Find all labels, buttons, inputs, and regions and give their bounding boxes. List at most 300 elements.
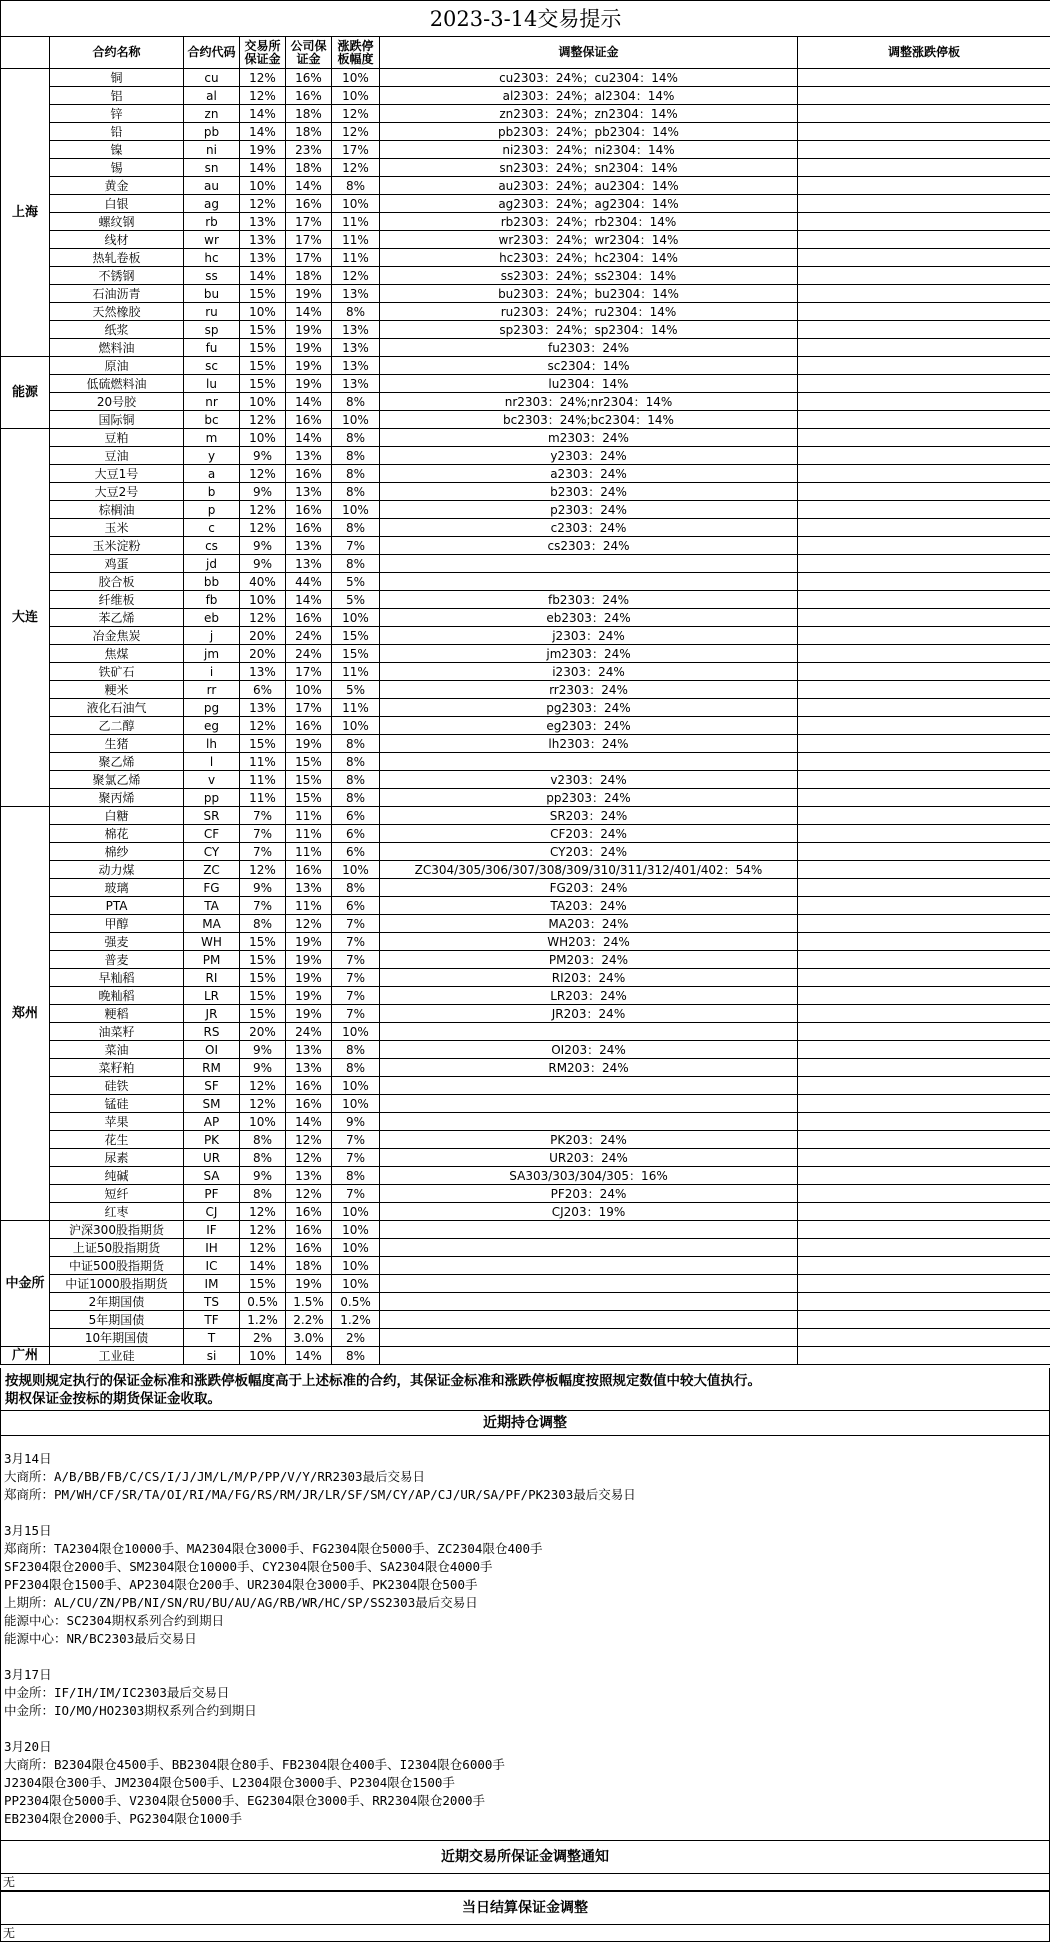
contract-name: 沪深300股指期货 (50, 1221, 184, 1239)
exchange-margin: 15% (240, 339, 286, 357)
contract-code: TF (184, 1311, 240, 1329)
exchange-margin: 14% (240, 159, 286, 177)
limit-range: 6% (332, 825, 380, 843)
limit-range: 12% (332, 159, 380, 177)
position-line: PF2304限仓1500手、AP2304限仓200手、UR2304限仓3000手、PK2304限仓500手 (4, 1577, 478, 1592)
exchange-margin: 7% (240, 843, 286, 861)
contract-name: 锰硅 (50, 1095, 184, 1113)
company-margin: 19% (286, 933, 332, 951)
header-exch-margin: 交易所保证金 (240, 37, 286, 69)
contract-name: 红枣 (50, 1203, 184, 1221)
exchange-margin: 15% (240, 735, 286, 753)
adjusted-margin: pp2303：24% (380, 789, 798, 807)
exchange-margin: 9% (240, 447, 286, 465)
company-margin: 19% (286, 321, 332, 339)
company-margin: 16% (286, 1077, 332, 1095)
company-margin: 14% (286, 591, 332, 609)
adjusted-margin: rr2303：24% (380, 681, 798, 699)
exchange-margin: 7% (240, 897, 286, 915)
contract-name: 花生 (50, 1131, 184, 1149)
limit-range: 12% (332, 105, 380, 123)
exchange-margin: 12% (240, 861, 286, 879)
limit-range: 13% (332, 285, 380, 303)
company-margin: 11% (286, 897, 332, 915)
contract-code: IM (184, 1275, 240, 1293)
adjusted-limit (798, 1023, 1050, 1041)
table-row (1, 969, 1050, 987)
contract-code: jd (184, 555, 240, 573)
adjusted-limit (798, 159, 1050, 177)
limit-range: 6% (332, 897, 380, 915)
exchange-margin: 12% (240, 87, 286, 105)
table-row (1, 285, 1050, 303)
adjusted-limit (798, 429, 1050, 447)
position-section-title: 近期持仓调整 (0, 1410, 1050, 1436)
exchange-margin: 12% (240, 195, 286, 213)
adjusted-limit (798, 987, 1050, 1005)
exchange-margin: 11% (240, 753, 286, 771)
limit-range: 10% (332, 411, 380, 429)
limit-range: 10% (332, 87, 380, 105)
limit-range: 6% (332, 807, 380, 825)
adjusted-margin: lh2303：24% (380, 735, 798, 753)
position-line: PP2304限仓5000手、V2304限仓5000手、EG2304限仓3000手、RR2304限仓2000手 (4, 1793, 486, 1808)
adjusted-margin: eb2303：24% (380, 609, 798, 627)
adjusted-limit (798, 285, 1050, 303)
rule-note (0, 1368, 1050, 1410)
contract-code: ag (184, 195, 240, 213)
exchange-margin: 15% (240, 285, 286, 303)
adjusted-margin (380, 753, 798, 771)
adjusted-margin: RM203：24% (380, 1059, 798, 1077)
company-margin: 14% (286, 393, 332, 411)
adjusted-limit (798, 861, 1050, 879)
adjusted-limit (798, 825, 1050, 843)
table-row (1, 1113, 1050, 1131)
limit-range: 11% (332, 231, 380, 249)
company-margin: 19% (286, 951, 332, 969)
adjusted-margin: fu2303：24% (380, 339, 798, 357)
exchange-margin: 13% (240, 699, 286, 717)
limit-range: 2% (332, 1329, 380, 1347)
exchange-margin: 6% (240, 681, 286, 699)
exchange-margin: 20% (240, 645, 286, 663)
adjusted-margin (380, 1275, 798, 1293)
contract-code: ZC (184, 861, 240, 879)
company-margin: 16% (286, 1095, 332, 1113)
adjusted-limit (798, 483, 1050, 501)
adjusted-limit (798, 663, 1050, 681)
settlement-title: 当日结算保证金调整 (0, 1891, 1050, 1925)
contract-name: 苯乙烯 (50, 609, 184, 627)
exchange-margin: 11% (240, 771, 286, 789)
adjusted-limit (798, 1239, 1050, 1257)
exchange-margin: 7% (240, 825, 286, 843)
company-margin: 13% (286, 1167, 332, 1185)
company-margin: 16% (286, 465, 332, 483)
company-margin: 16% (286, 861, 332, 879)
limit-range: 8% (332, 555, 380, 573)
contract-name: 燃料油 (50, 339, 184, 357)
adjusted-margin (380, 1347, 798, 1365)
contract-name: 乙二醇 (50, 717, 184, 735)
company-margin: 13% (286, 1041, 332, 1059)
exchange-margin: 9% (240, 1059, 286, 1077)
adjusted-margin: cs2303：24% (380, 537, 798, 555)
table-row (1, 807, 1050, 825)
position-line (4, 1504, 1046, 1522)
table-row (1, 951, 1050, 969)
limit-range: 7% (332, 969, 380, 987)
table-row (1, 303, 1050, 321)
exchange-label: 广州 (1, 1347, 50, 1365)
adjusted-limit (798, 1203, 1050, 1221)
adjusted-margin: CJ203：19% (380, 1203, 798, 1221)
page-title: 2023-3-14交易提示 (1, 1, 1050, 37)
limit-range: 15% (332, 645, 380, 663)
header-code: 合约代码 (184, 37, 240, 69)
table-row (1, 771, 1050, 789)
adjusted-margin: ss2303：24%；ss2304：14% (380, 267, 798, 285)
adjusted-margin (380, 1113, 798, 1131)
rule-note-line1: 按规则规定执行的保证金标准和涨跌停板幅度高于上述标准的合约，其保证金标准和涨跌停板幅度按照规定数值中较大值执行。 (5, 1373, 761, 1389)
limit-range: 8% (332, 303, 380, 321)
company-margin: 18% (286, 1257, 332, 1275)
company-margin: 13% (286, 879, 332, 897)
exchange-margin: 12% (240, 69, 286, 87)
adjusted-limit (798, 879, 1050, 897)
contract-name: 油菜籽 (50, 1023, 184, 1041)
adjusted-limit (798, 717, 1050, 735)
limit-range: 10% (332, 1203, 380, 1221)
position-line (4, 1648, 1046, 1666)
contract-code: IC (184, 1257, 240, 1275)
contract-name: 不锈钢 (50, 267, 184, 285)
adjusted-margin: wr2303：24%；wr2304：14% (380, 231, 798, 249)
adjusted-margin (380, 1077, 798, 1095)
contract-name: 锌 (50, 105, 184, 123)
position-line: 3月17日 (4, 1667, 52, 1682)
contract-name: 粳米 (50, 681, 184, 699)
exchange-margin: 9% (240, 1167, 286, 1185)
table-row (1, 123, 1050, 141)
company-margin: 19% (286, 375, 332, 393)
exchange-margin: 12% (240, 1239, 286, 1257)
adjusted-limit (798, 1041, 1050, 1059)
exchange-margin: 15% (240, 951, 286, 969)
adjusted-margin: MA203：24% (380, 915, 798, 933)
position-line: 能源中心：SC2304期权系列合约到期日 (4, 1613, 225, 1628)
adjusted-limit (798, 321, 1050, 339)
exchange-margin: 0.5% (240, 1293, 286, 1311)
contract-name: 生猪 (50, 735, 184, 753)
table-row (1, 1023, 1050, 1041)
company-margin: 18% (286, 159, 332, 177)
adjusted-limit (798, 1221, 1050, 1239)
exchange-margin: 15% (240, 321, 286, 339)
table-row (1, 1077, 1050, 1095)
table-row (1, 1059, 1050, 1077)
adjusted-limit (798, 393, 1050, 411)
contract-code: OI (184, 1041, 240, 1059)
company-margin: 44% (286, 573, 332, 591)
company-margin: 2.2% (286, 1311, 332, 1329)
limit-range: 12% (332, 267, 380, 285)
table-row (1, 1203, 1050, 1221)
table-row (1, 1005, 1050, 1023)
contract-name: PTA (50, 897, 184, 915)
adjusted-margin: sp2303：24%；sp2304：14% (380, 321, 798, 339)
contract-name: 棕榈油 (50, 501, 184, 519)
adjusted-limit (798, 969, 1050, 987)
adjusted-limit (798, 555, 1050, 573)
adjusted-margin: cu2303：24%；cu2304：14% (380, 69, 798, 87)
adjusted-limit (798, 249, 1050, 267)
exchange-margin: 13% (240, 249, 286, 267)
adjusted-limit (798, 609, 1050, 627)
limit-range: 7% (332, 537, 380, 555)
limit-range: 10% (332, 1257, 380, 1275)
limit-range: 8% (332, 465, 380, 483)
adjusted-limit (798, 753, 1050, 771)
table-row (1, 1185, 1050, 1203)
table-row (1, 195, 1050, 213)
exchange-margin: 9% (240, 879, 286, 897)
exchange-margin: 8% (240, 1131, 286, 1149)
adjusted-limit (798, 105, 1050, 123)
adjusted-limit (798, 1311, 1050, 1329)
exchange-margin: 10% (240, 1113, 286, 1131)
adjusted-limit (798, 519, 1050, 537)
adjusted-margin: RI203：24% (380, 969, 798, 987)
company-margin: 19% (286, 969, 332, 987)
table-row (1, 231, 1050, 249)
exchange-margin: 15% (240, 987, 286, 1005)
company-margin: 24% (286, 627, 332, 645)
table-row (1, 1167, 1050, 1185)
table-row (1, 915, 1050, 933)
adjusted-margin: OI203：24% (380, 1041, 798, 1059)
limit-range: 10% (332, 609, 380, 627)
exchange-margin: 15% (240, 375, 286, 393)
adjusted-margin: bu2303：24%；bu2304：14% (380, 285, 798, 303)
contract-name: 纤维板 (50, 591, 184, 609)
company-margin: 12% (286, 915, 332, 933)
adjusted-limit (798, 537, 1050, 555)
company-margin: 16% (286, 1203, 332, 1221)
company-margin: 16% (286, 411, 332, 429)
limit-range: 10% (332, 195, 380, 213)
adjusted-limit (798, 1005, 1050, 1023)
limit-range: 8% (332, 1347, 380, 1365)
table-row (1, 375, 1050, 393)
exchange-margin: 12% (240, 1077, 286, 1095)
contract-code: lu (184, 375, 240, 393)
limit-range: 8% (332, 735, 380, 753)
contract-name: 甲醇 (50, 915, 184, 933)
adjusted-margin: eg2303：24% (380, 717, 798, 735)
limit-range: 7% (332, 915, 380, 933)
company-margin: 19% (286, 1005, 332, 1023)
contract-code: LR (184, 987, 240, 1005)
contract-code: bu (184, 285, 240, 303)
adjusted-margin: ag2303：24%；ag2304：14% (380, 195, 798, 213)
adjusted-margin: PM203：24% (380, 951, 798, 969)
contract-name: 菜油 (50, 1041, 184, 1059)
header-co-margin: 公司保证金 (286, 37, 332, 69)
table-row (1, 537, 1050, 555)
contract-name: 短纤 (50, 1185, 184, 1203)
company-margin: 16% (286, 501, 332, 519)
limit-range: 9% (332, 1113, 380, 1131)
table-row (1, 1131, 1050, 1149)
limit-range: 1.2% (332, 1311, 380, 1329)
company-margin: 16% (286, 1239, 332, 1257)
contract-code: CF (184, 825, 240, 843)
company-margin: 12% (286, 1149, 332, 1167)
adjusted-margin: a2303：24% (380, 465, 798, 483)
exchange-margin: 13% (240, 213, 286, 231)
limit-range: 13% (332, 375, 380, 393)
adjusted-margin: c2303：24% (380, 519, 798, 537)
contract-code: sn (184, 159, 240, 177)
adjusted-margin: v2303：24% (380, 771, 798, 789)
contract-code: eb (184, 609, 240, 627)
company-margin: 19% (286, 987, 332, 1005)
contract-name: 中证500股指期货 (50, 1257, 184, 1275)
company-margin: 14% (286, 177, 332, 195)
table-row (1, 429, 1050, 447)
contract-code: y (184, 447, 240, 465)
adjusted-limit (798, 141, 1050, 159)
limit-range: 10% (332, 1077, 380, 1095)
company-margin: 13% (286, 483, 332, 501)
exchange-margin: 14% (240, 105, 286, 123)
table-row (1, 357, 1050, 375)
limit-range: 8% (332, 519, 380, 537)
table-row (1, 843, 1050, 861)
position-line: SF2304限仓2000手、SM2304限仓10000手、CY2304限仓500手、SA2304限仓4000手 (4, 1559, 493, 1574)
exchange-margin: 12% (240, 609, 286, 627)
contract-name: 线材 (50, 231, 184, 249)
adjusted-margin: y2303：24% (380, 447, 798, 465)
position-section-content (0, 1436, 1050, 1840)
company-margin: 16% (286, 717, 332, 735)
adjusted-limit (798, 1257, 1050, 1275)
table-row (1, 465, 1050, 483)
contract-code: IF (184, 1221, 240, 1239)
adjusted-margin: ZC304/305/306/307/308/309/310/311/312/401/402：54% (380, 861, 798, 879)
adjusted-limit (798, 69, 1050, 87)
contract-name: 2年期国债 (50, 1293, 184, 1311)
company-margin: 16% (286, 87, 332, 105)
exchange-label: 郑州 (1, 807, 50, 1221)
contract-code: eg (184, 717, 240, 735)
adjusted-limit (798, 231, 1050, 249)
position-line: 中金所：IF/IH/IM/IC2303最后交易日 (4, 1685, 230, 1700)
position-line: 3月14日 (4, 1451, 52, 1466)
adjusted-limit (798, 339, 1050, 357)
exchange-margin: 12% (240, 411, 286, 429)
exchange-margin: 15% (240, 933, 286, 951)
limit-range: 8% (332, 789, 380, 807)
exchange-label: 中金所 (1, 1221, 50, 1347)
table-row (1, 159, 1050, 177)
limit-range: 11% (332, 699, 380, 717)
table-row (1, 933, 1050, 951)
exchange-margin: 20% (240, 1023, 286, 1041)
limit-range: 7% (332, 1131, 380, 1149)
limit-range: 6% (332, 843, 380, 861)
company-margin: 15% (286, 753, 332, 771)
exchange-margin: 9% (240, 537, 286, 555)
adjusted-margin: TA203：24% (380, 897, 798, 915)
contract-code: pb (184, 123, 240, 141)
contract-name: 热轧卷板 (50, 249, 184, 267)
exchange-margin: 19% (240, 141, 286, 159)
contract-name: 聚氯乙烯 (50, 771, 184, 789)
table-row (1, 519, 1050, 537)
contract-code: RS (184, 1023, 240, 1041)
contract-code: sc (184, 357, 240, 375)
adjusted-margin: LR203：24% (380, 987, 798, 1005)
adjusted-margin: FG203：24% (380, 879, 798, 897)
company-margin: 1.5% (286, 1293, 332, 1311)
company-margin: 17% (286, 663, 332, 681)
contract-code: cs (184, 537, 240, 555)
exchange-margin: 15% (240, 357, 286, 375)
contract-code: JR (184, 1005, 240, 1023)
adjusted-margin: lu2304：14% (380, 375, 798, 393)
limit-range: 10% (332, 1095, 380, 1113)
contract-code: au (184, 177, 240, 195)
limit-range: 5% (332, 573, 380, 591)
adjusted-margin: au2303：24%；au2304：14% (380, 177, 798, 195)
limit-range: 13% (332, 321, 380, 339)
exchange-margin: 20% (240, 627, 286, 645)
limit-range: 8% (332, 1059, 380, 1077)
contract-name: 黄金 (50, 177, 184, 195)
company-margin: 16% (286, 195, 332, 213)
limit-range: 10% (332, 69, 380, 87)
limit-range: 13% (332, 339, 380, 357)
contract-code: RM (184, 1059, 240, 1077)
exchange-margin: 15% (240, 1005, 286, 1023)
contract-code: MA (184, 915, 240, 933)
table-row (1, 699, 1050, 717)
contract-code: l (184, 753, 240, 771)
exchange-margin: 9% (240, 483, 286, 501)
table-row (1, 1221, 1050, 1239)
contract-name: 晚籼稻 (50, 987, 184, 1005)
table-row (1, 789, 1050, 807)
table-row (1, 1149, 1050, 1167)
limit-range: 7% (332, 951, 380, 969)
contract-code: nr (184, 393, 240, 411)
contract-name: 粳稻 (50, 1005, 184, 1023)
contract-code: bb (184, 573, 240, 591)
rule-note-line2: 期权保证金按标的期货保证金收取。 (5, 1391, 221, 1407)
adjusted-limit (798, 591, 1050, 609)
contract-name: 普麦 (50, 951, 184, 969)
company-margin: 17% (286, 699, 332, 717)
adjusted-margin: hc2303：24%；hc2304：14% (380, 249, 798, 267)
contract-name: 铁矿石 (50, 663, 184, 681)
table-row (1, 573, 1050, 591)
limit-range: 7% (332, 987, 380, 1005)
exchange-notice-content: 无 (0, 1873, 1050, 1891)
contract-name: 液化石油气 (50, 699, 184, 717)
